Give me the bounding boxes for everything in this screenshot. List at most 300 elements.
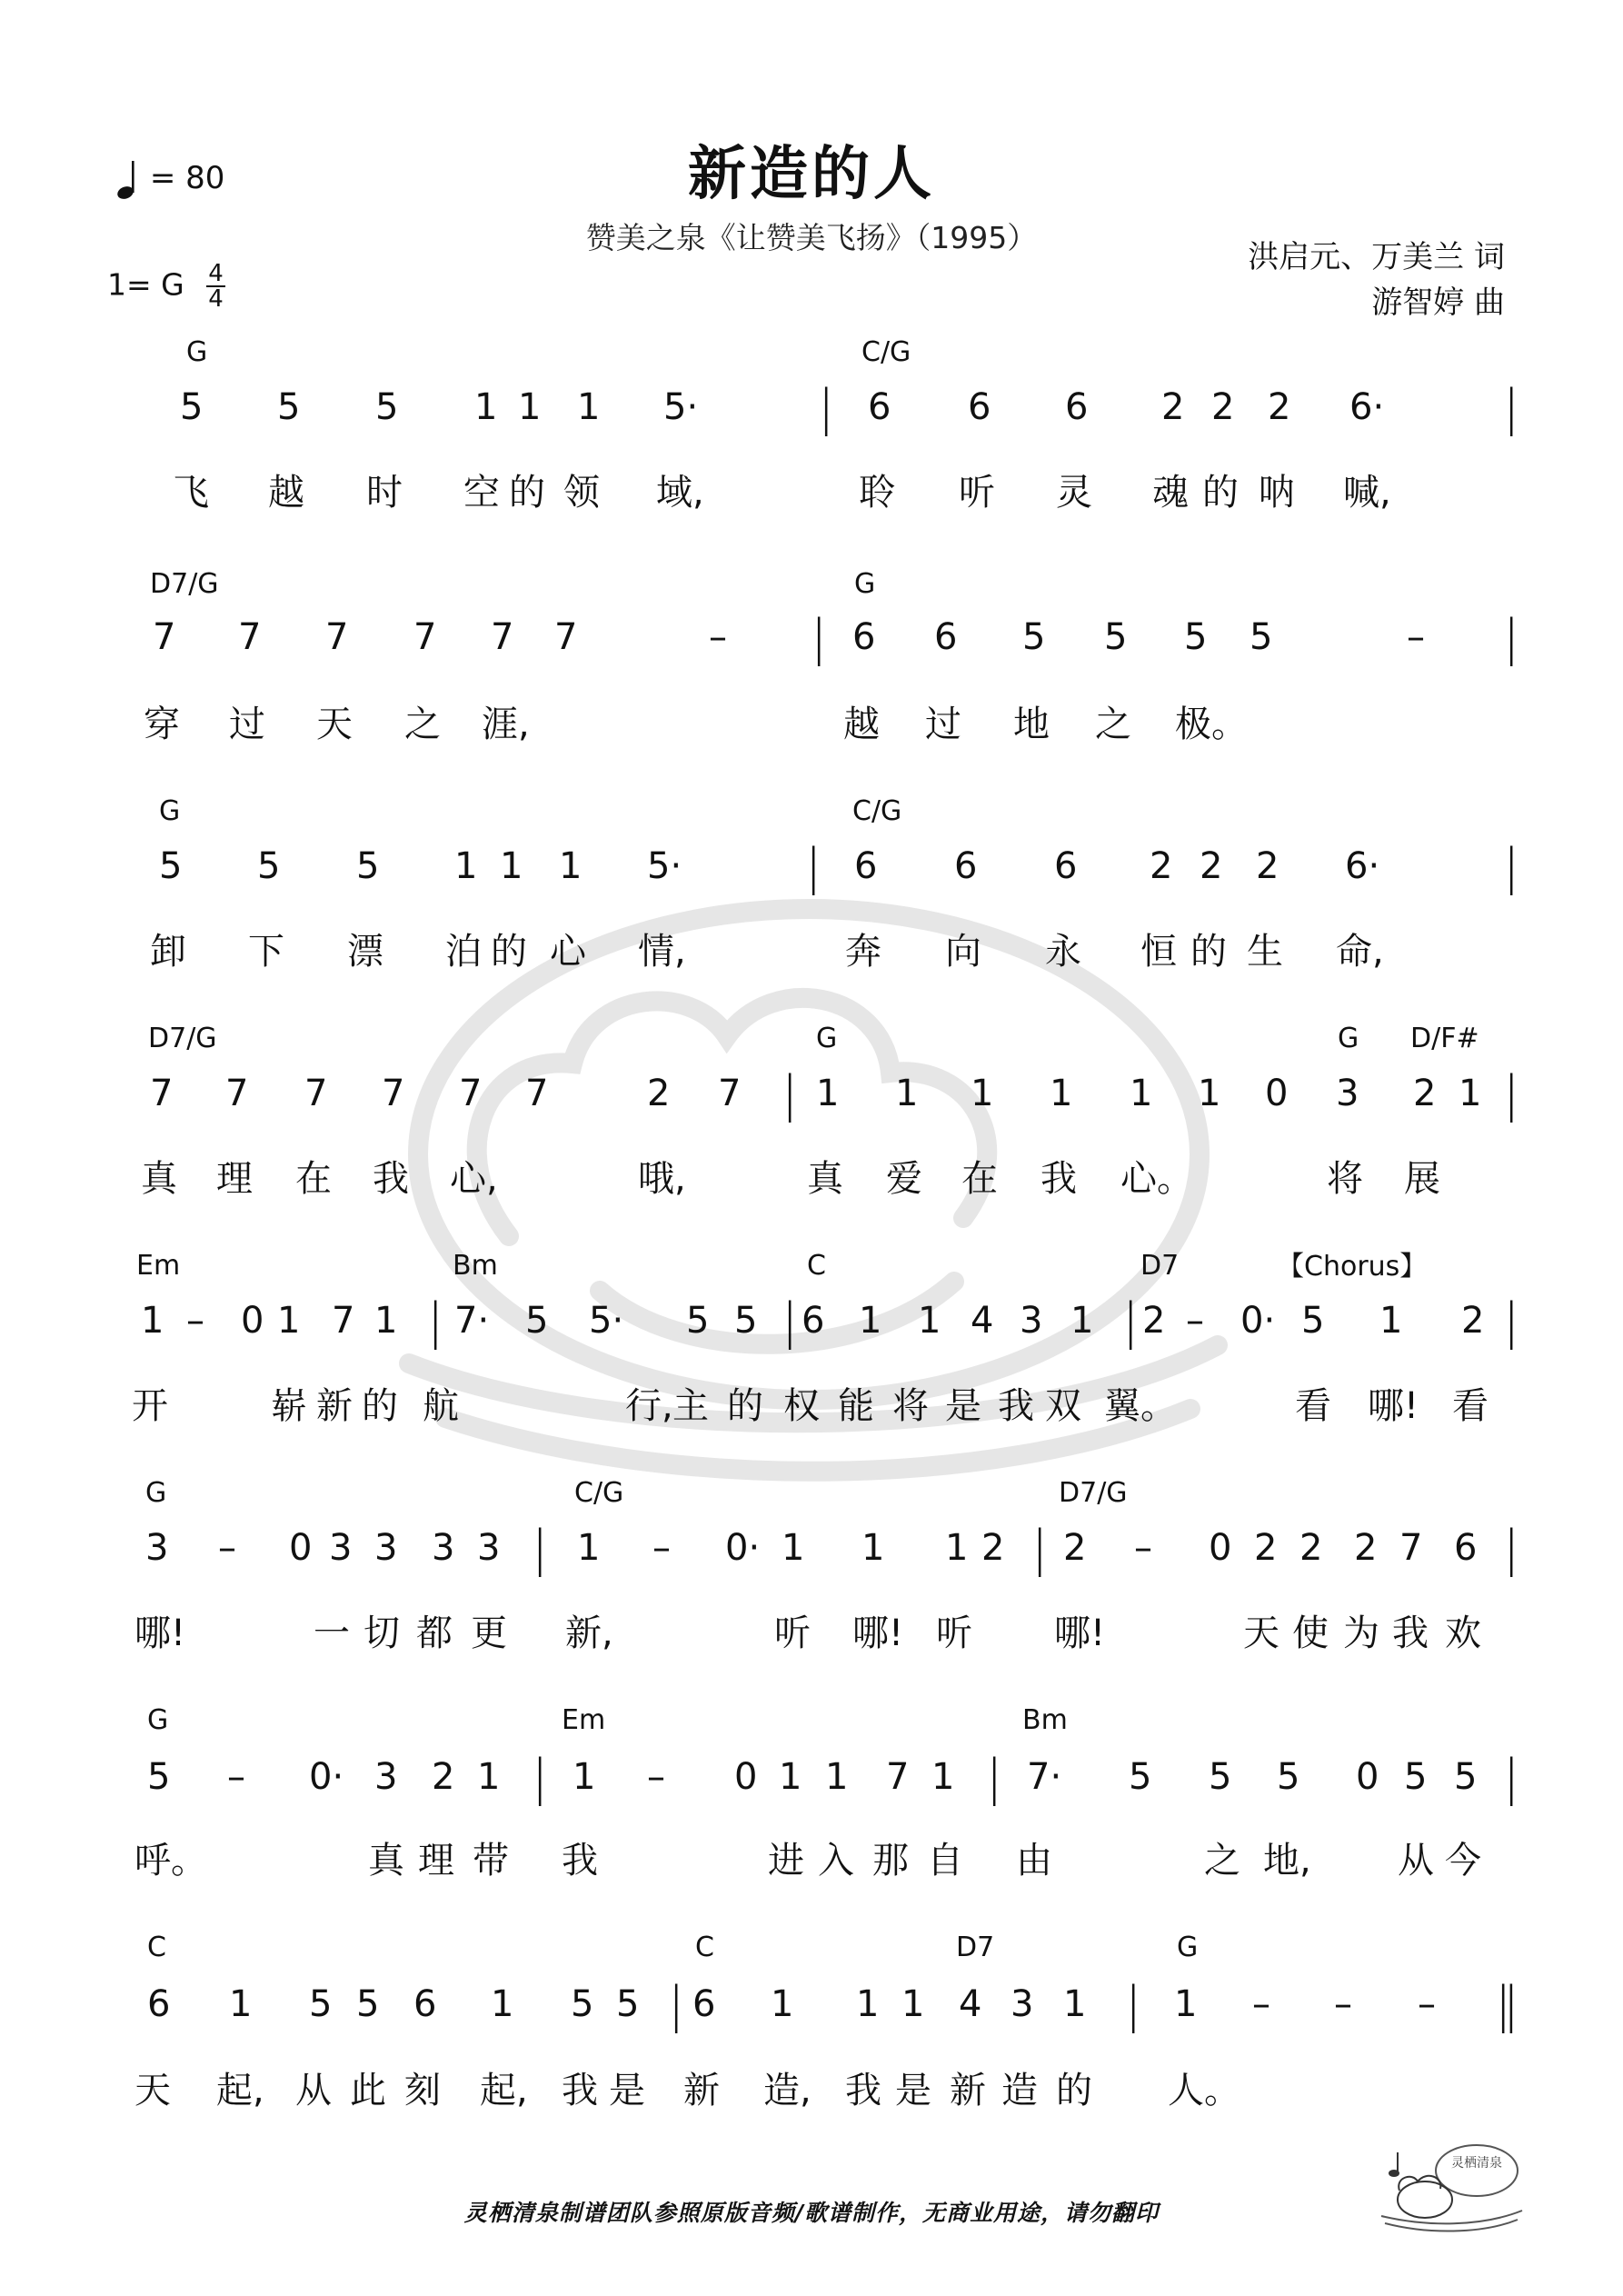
lyric: 刻 — [404, 2070, 441, 2111]
lyric: 极。 — [1175, 704, 1248, 745]
note: 1 — [277, 1300, 301, 1342]
lyric: 使 — [1292, 1612, 1329, 1654]
lyric: 真 — [807, 1158, 843, 1200]
note: 1 — [474, 386, 498, 428]
barline: | — [1503, 1065, 1520, 1123]
note: 5 — [277, 386, 301, 428]
note: 2 — [1150, 845, 1173, 887]
song-title: 新造的人 — [688, 141, 935, 208]
chord-symbol: D7/G — [1059, 1477, 1128, 1509]
note: 6 — [852, 616, 876, 658]
lyric: 的 — [509, 472, 545, 514]
note: 1 — [861, 1527, 885, 1569]
lyric: 的 — [727, 1385, 763, 1427]
chord-symbol: D7/G — [150, 568, 219, 600]
lyric: 造, — [763, 2070, 812, 2111]
lyric: 漂 — [347, 931, 383, 973]
note: 2 — [1299, 1527, 1323, 1569]
lyric: 呐 — [1259, 472, 1295, 514]
chord-symbol: G — [1338, 1023, 1359, 1054]
lyric: 在 — [295, 1158, 332, 1200]
lyricist-credit: 洪启元、万美兰 词 — [1248, 239, 1505, 275]
note: – — [1186, 1300, 1204, 1342]
lyric: 穿 — [144, 704, 180, 745]
note: 1 — [1063, 1983, 1087, 2025]
note: 5 — [1129, 1756, 1152, 1798]
lyric: 哪! — [134, 1612, 186, 1654]
lyric: 新 — [683, 2070, 720, 2111]
note: 1 — [518, 386, 542, 428]
note: 7 — [332, 1300, 355, 1342]
lyric: 是 — [945, 1385, 981, 1427]
note: 1 — [573, 1756, 596, 1798]
lyric: 开 — [132, 1385, 168, 1427]
note: 7 — [304, 1073, 328, 1114]
lyric: 我 — [1392, 1612, 1429, 1654]
chord-symbol: C/G — [574, 1477, 624, 1509]
note: 1 — [971, 1073, 994, 1114]
chord-symbol: G — [1177, 1932, 1199, 1963]
lyric: 心。 — [1120, 1158, 1193, 1200]
chord-symbol: Em — [136, 1250, 181, 1282]
barline: | — [1125, 1976, 1142, 2033]
lyric: 呼。 — [134, 1840, 207, 1882]
note: 6· — [1349, 386, 1385, 428]
note: 6 — [854, 845, 878, 887]
lyric: 情, — [638, 931, 686, 973]
note: 7· — [454, 1300, 490, 1342]
note: 2 — [1200, 845, 1223, 887]
chord-symbol: D7/G — [148, 1023, 217, 1054]
chord-symbol: C — [695, 1932, 714, 1963]
lyric: 听 — [936, 1612, 972, 1654]
note: 1 — [779, 1756, 802, 1798]
note: 1 — [1050, 1073, 1073, 1114]
lyric: 哪! — [1054, 1612, 1106, 1654]
lyric: 将 — [1327, 1158, 1363, 1200]
note: 7 — [491, 616, 514, 658]
note: 1 — [859, 1300, 882, 1342]
lyric: 自 — [927, 1840, 963, 1882]
note: 5· — [589, 1300, 624, 1342]
lyric: 是 — [895, 2070, 931, 2111]
note: 5 — [375, 386, 399, 428]
barline: | — [805, 838, 822, 895]
note: 0 — [1209, 1527, 1232, 1569]
lyric: 的 — [1202, 472, 1239, 514]
note: 5 — [1277, 1756, 1300, 1798]
note: 5· — [647, 845, 682, 887]
tempo-marking — [116, 159, 224, 199]
note: 3 — [477, 1527, 501, 1569]
lyric: 喊, — [1343, 472, 1391, 514]
note: 3 — [329, 1527, 353, 1569]
chord-symbol: G — [147, 1704, 169, 1736]
note: 7 — [238, 616, 262, 658]
note: 5 — [147, 1756, 171, 1798]
lyric: 泊 — [445, 931, 482, 973]
note: 5 — [1301, 1300, 1325, 1342]
note: 0· — [725, 1527, 761, 1569]
lyric: 向 — [945, 931, 981, 973]
lyric: 翼。 — [1104, 1385, 1177, 1427]
lyric: 欢 — [1445, 1612, 1481, 1654]
barline: | — [532, 1520, 549, 1577]
key-signature — [107, 262, 225, 311]
lyric: 的 — [1056, 2070, 1092, 2111]
lyric: 地, — [1263, 1840, 1311, 1882]
lyric: 越 — [843, 704, 880, 745]
lyric: 哦, — [638, 1158, 686, 1200]
lyric: 真 — [368, 1840, 404, 1882]
lyric: 哪! — [852, 1612, 904, 1654]
note: 5 — [525, 1300, 549, 1342]
note: 5 — [180, 386, 204, 428]
lyric: 永 — [1045, 931, 1081, 973]
note: 1 — [374, 1300, 398, 1342]
lyric: 看 — [1295, 1385, 1331, 1427]
lyric: 更 — [471, 1612, 507, 1654]
lyric: 地 — [1013, 704, 1050, 745]
lyric: 是 — [609, 2070, 645, 2111]
chord-symbol: G — [854, 568, 876, 600]
time-sig-bottom: 4 — [208, 285, 224, 313]
barline: | — [818, 379, 835, 436]
barline: | — [1503, 838, 1520, 895]
note: 3 — [1336, 1073, 1359, 1114]
note: 0 — [1356, 1756, 1379, 1798]
barline: | — [1122, 1293, 1140, 1350]
lyric: 之 — [1095, 704, 1131, 745]
barline: | — [986, 1749, 1003, 1806]
note: 7 — [1399, 1527, 1423, 1569]
note: 5 — [1022, 616, 1046, 658]
note: 0 — [1265, 1073, 1289, 1114]
lyric: 的 — [491, 931, 527, 973]
note: 7 — [886, 1756, 910, 1798]
chord-symbol: G — [145, 1477, 167, 1509]
barline: | — [1503, 1749, 1520, 1806]
lyric: 此 — [350, 2070, 386, 2111]
barline: | — [532, 1749, 549, 1806]
note: 0· — [309, 1756, 344, 1798]
note: 2 — [1354, 1527, 1378, 1569]
barline: | — [1503, 379, 1520, 436]
lyric: 新 — [950, 2070, 986, 2111]
note: 5 — [734, 1300, 758, 1342]
lyric: 展 — [1404, 1158, 1440, 1200]
barline: | — [782, 1065, 799, 1123]
note: 0· — [1240, 1300, 1276, 1342]
note: 2 — [1161, 386, 1185, 428]
chord-symbol: D7 — [1140, 1250, 1180, 1282]
lyric: 我 — [1041, 1158, 1077, 1200]
lyric: 崭 — [271, 1385, 307, 1427]
lyric: 灵 — [1056, 472, 1092, 514]
key-label: 1= G — [107, 266, 184, 303]
note: – — [186, 1300, 204, 1342]
note: 3 — [145, 1527, 169, 1569]
note: 1 — [771, 1983, 794, 2025]
note: 7 — [153, 616, 176, 658]
note: 1 — [918, 1300, 941, 1342]
note: – — [1134, 1527, 1152, 1569]
barline: | — [811, 609, 828, 666]
note: 3 — [432, 1527, 455, 1569]
note: 1 — [1070, 1300, 1094, 1342]
lyric: 奔 — [845, 931, 881, 973]
note: 1 — [782, 1527, 805, 1569]
lyric: 我 — [845, 2070, 881, 2111]
lingqi-logo-icon — [1372, 2136, 1527, 2236]
note: 2 — [1268, 386, 1291, 428]
note: 2 — [1254, 1527, 1278, 1569]
barline: | — [1031, 1520, 1049, 1577]
note: 5 — [309, 1983, 333, 2025]
lyric: 从 — [295, 2070, 332, 2111]
lyric: 恒 — [1140, 931, 1177, 973]
lyric: 将 — [892, 1385, 929, 1427]
chord-symbol: D/F# — [1410, 1023, 1479, 1054]
note: 3 — [374, 1756, 398, 1798]
chord-symbol: Em — [562, 1704, 606, 1736]
note: 2 — [647, 1073, 671, 1114]
lyric: 切 — [363, 1612, 400, 1654]
note: 7 — [554, 616, 578, 658]
note: 7 — [325, 616, 349, 658]
lyric: 下 — [248, 931, 284, 973]
lyric: 由 — [1016, 1840, 1052, 1882]
note: 0 — [734, 1756, 758, 1798]
lyric: 理 — [216, 1158, 253, 1200]
barline: | — [1503, 609, 1520, 666]
note: – — [227, 1756, 245, 1798]
note: 0 — [289, 1527, 313, 1569]
note: 4 — [959, 1983, 982, 2025]
note: 1 — [931, 1756, 955, 1798]
lyric: 真 — [141, 1158, 177, 1200]
note: 1 — [1174, 1983, 1198, 2025]
quarter-note-icon — [116, 159, 140, 199]
note: – — [709, 616, 727, 658]
lyric: 我 — [998, 1385, 1034, 1427]
lyric: 飞 — [173, 472, 209, 514]
note: 2 — [981, 1527, 1005, 1569]
lyric: 域, — [656, 472, 704, 514]
lyric: 之 — [404, 704, 441, 745]
lyric: 天 — [134, 2070, 171, 2111]
chord-symbol: G — [816, 1023, 838, 1054]
lyric: 时 — [366, 472, 403, 514]
lyric: 双 — [1045, 1385, 1081, 1427]
lyric: 之 — [1204, 1840, 1240, 1882]
lyric: 爱 — [886, 1158, 922, 1200]
lyric: 心, — [450, 1158, 498, 1200]
lyric: 我 — [373, 1158, 409, 1200]
note: 5 — [1209, 1756, 1232, 1798]
note: – — [1252, 1983, 1270, 2025]
note: 2 — [1142, 1300, 1166, 1342]
chord-symbol: C — [807, 1250, 826, 1282]
note: 1 — [454, 845, 478, 887]
note: 1 — [1198, 1073, 1221, 1114]
note: 1 — [816, 1073, 840, 1114]
lyric: 行, — [625, 1385, 673, 1427]
note: 7 — [718, 1073, 742, 1114]
chord-symbol: Bm — [453, 1250, 498, 1282]
note: 3 — [374, 1527, 398, 1569]
lyric: 涯, — [482, 704, 530, 745]
lyric: 在 — [961, 1158, 998, 1200]
note: 1 — [895, 1073, 919, 1114]
note: 3 — [1011, 1983, 1034, 2025]
note: 5 — [616, 1983, 640, 2025]
note: 5· — [663, 386, 699, 428]
barline: | — [1503, 1293, 1520, 1350]
note: – — [1418, 1983, 1436, 2025]
note: 5 — [686, 1300, 710, 1342]
note: 6 — [868, 386, 891, 428]
note: 1 — [577, 386, 601, 428]
lyric: 航 — [423, 1385, 459, 1427]
note: – — [1334, 1983, 1352, 2025]
note: 5 — [571, 1983, 594, 2025]
lyric: 造 — [1001, 2070, 1038, 2111]
lyric: 为 — [1343, 1612, 1379, 1654]
note: 3 — [1020, 1300, 1043, 1342]
logo-text: 灵栖清泉 — [1451, 2156, 1502, 2171]
note: 6 — [954, 845, 978, 887]
lyric: 带 — [473, 1840, 509, 1882]
lyric: 看 — [1452, 1385, 1489, 1427]
lyric: 权 — [783, 1385, 820, 1427]
note: 6 — [1454, 1527, 1478, 1569]
barline: | — [782, 1293, 799, 1350]
note: 2 — [1256, 845, 1279, 887]
lyric: 越 — [268, 472, 304, 514]
lyric: 都 — [416, 1612, 453, 1654]
note: 1 — [477, 1756, 501, 1798]
note: 1 — [1379, 1300, 1403, 1342]
lyric: 能 — [838, 1385, 874, 1427]
lyric: 命, — [1336, 931, 1384, 973]
chord-symbol: G — [159, 795, 181, 827]
note: 6 — [1065, 386, 1089, 428]
lyric: 聆 — [859, 472, 895, 514]
chord-symbol: C — [147, 1932, 166, 1963]
lyric: 我 — [562, 2070, 598, 2111]
time-sig-top: 4 — [208, 260, 224, 287]
lyric: 心 — [550, 931, 586, 973]
note: – — [218, 1527, 236, 1569]
chord-symbol: C/G — [852, 795, 902, 827]
note: 1 — [945, 1527, 969, 1569]
lyric: 天 — [1243, 1612, 1279, 1654]
note: 5 — [356, 845, 380, 887]
note: 1 — [229, 1983, 253, 2025]
note: 2 — [1211, 386, 1235, 428]
lyric: 生 — [1247, 931, 1283, 973]
note: 5 — [159, 845, 183, 887]
note: 7· — [1027, 1756, 1062, 1798]
lyric: 人。 — [1168, 2070, 1240, 2111]
note: 5 — [257, 845, 281, 887]
note: 6 — [147, 1983, 171, 2025]
note: 5 — [1404, 1756, 1428, 1798]
footer-note: 灵栖清泉制谱团队参照原版音频/歌谱制作，无商业用途，请勿翻印 — [463, 2200, 1160, 2226]
note: 2 — [432, 1756, 455, 1798]
lyric: 的 — [362, 1385, 398, 1427]
note: 5 — [1454, 1756, 1478, 1798]
lyric: 新 — [316, 1385, 353, 1427]
note: 6· — [1345, 845, 1380, 887]
note: 7 — [382, 1073, 405, 1114]
lyric: 起, — [480, 2070, 528, 2111]
note: 7 — [525, 1073, 549, 1114]
lyric: 我 — [562, 1840, 598, 1882]
barline: | — [1503, 1520, 1520, 1577]
barline: | — [668, 1976, 685, 2033]
note: 1 — [1459, 1073, 1482, 1114]
note: 0 — [241, 1300, 264, 1342]
note: 6 — [802, 1300, 825, 1342]
lyric: 魂 — [1152, 472, 1189, 514]
lyric: 起, — [216, 2070, 264, 2111]
note: 6 — [413, 1983, 437, 2025]
note: 6 — [1054, 845, 1078, 887]
note: 7 — [413, 616, 437, 658]
note: 2 — [1063, 1527, 1087, 1569]
note: – — [652, 1527, 671, 1569]
note: 5 — [356, 1983, 380, 2025]
barline: | — [427, 1293, 444, 1350]
note: 1 — [825, 1756, 849, 1798]
lyric: 空 — [463, 472, 500, 514]
note: 1 — [141, 1300, 164, 1342]
note: 7 — [225, 1073, 249, 1114]
lyric: 理 — [418, 1840, 454, 1882]
barline: ‖ — [1495, 1976, 1519, 2033]
note: – — [1407, 616, 1425, 658]
note: 1 — [1130, 1073, 1153, 1114]
composer-credit: 游智婷 曲 — [1371, 285, 1505, 321]
song-subtitle: 赞美之泉《让赞美飞扬》（1995） — [585, 220, 1038, 255]
note: 6 — [934, 616, 958, 658]
lyric: 一 — [314, 1612, 350, 1654]
note: 5 — [1184, 616, 1208, 658]
chord-symbol: G — [186, 336, 208, 368]
note: 7 — [150, 1073, 174, 1114]
lyric: 领 — [563, 472, 600, 514]
lyric: 从 — [1398, 1840, 1434, 1882]
lyric: 主 — [672, 1385, 709, 1427]
time-signature — [206, 262, 225, 311]
lyric: 进 — [768, 1840, 804, 1882]
lyric: 天 — [316, 704, 353, 745]
note: 6 — [692, 1983, 716, 2025]
lyric: 那 — [872, 1840, 909, 1882]
note: 1 — [901, 1983, 925, 2025]
lyric: 过 — [925, 704, 961, 745]
tempo-value: = 80 — [149, 160, 225, 196]
note: 1 — [856, 1983, 880, 2025]
lyric: 哪! — [1368, 1385, 1419, 1427]
note: 2 — [1461, 1300, 1485, 1342]
lyric: 卸 — [150, 931, 186, 973]
note: 5 — [1104, 616, 1128, 658]
lyric: 听 — [959, 472, 995, 514]
lyric: 新, — [565, 1612, 613, 1654]
